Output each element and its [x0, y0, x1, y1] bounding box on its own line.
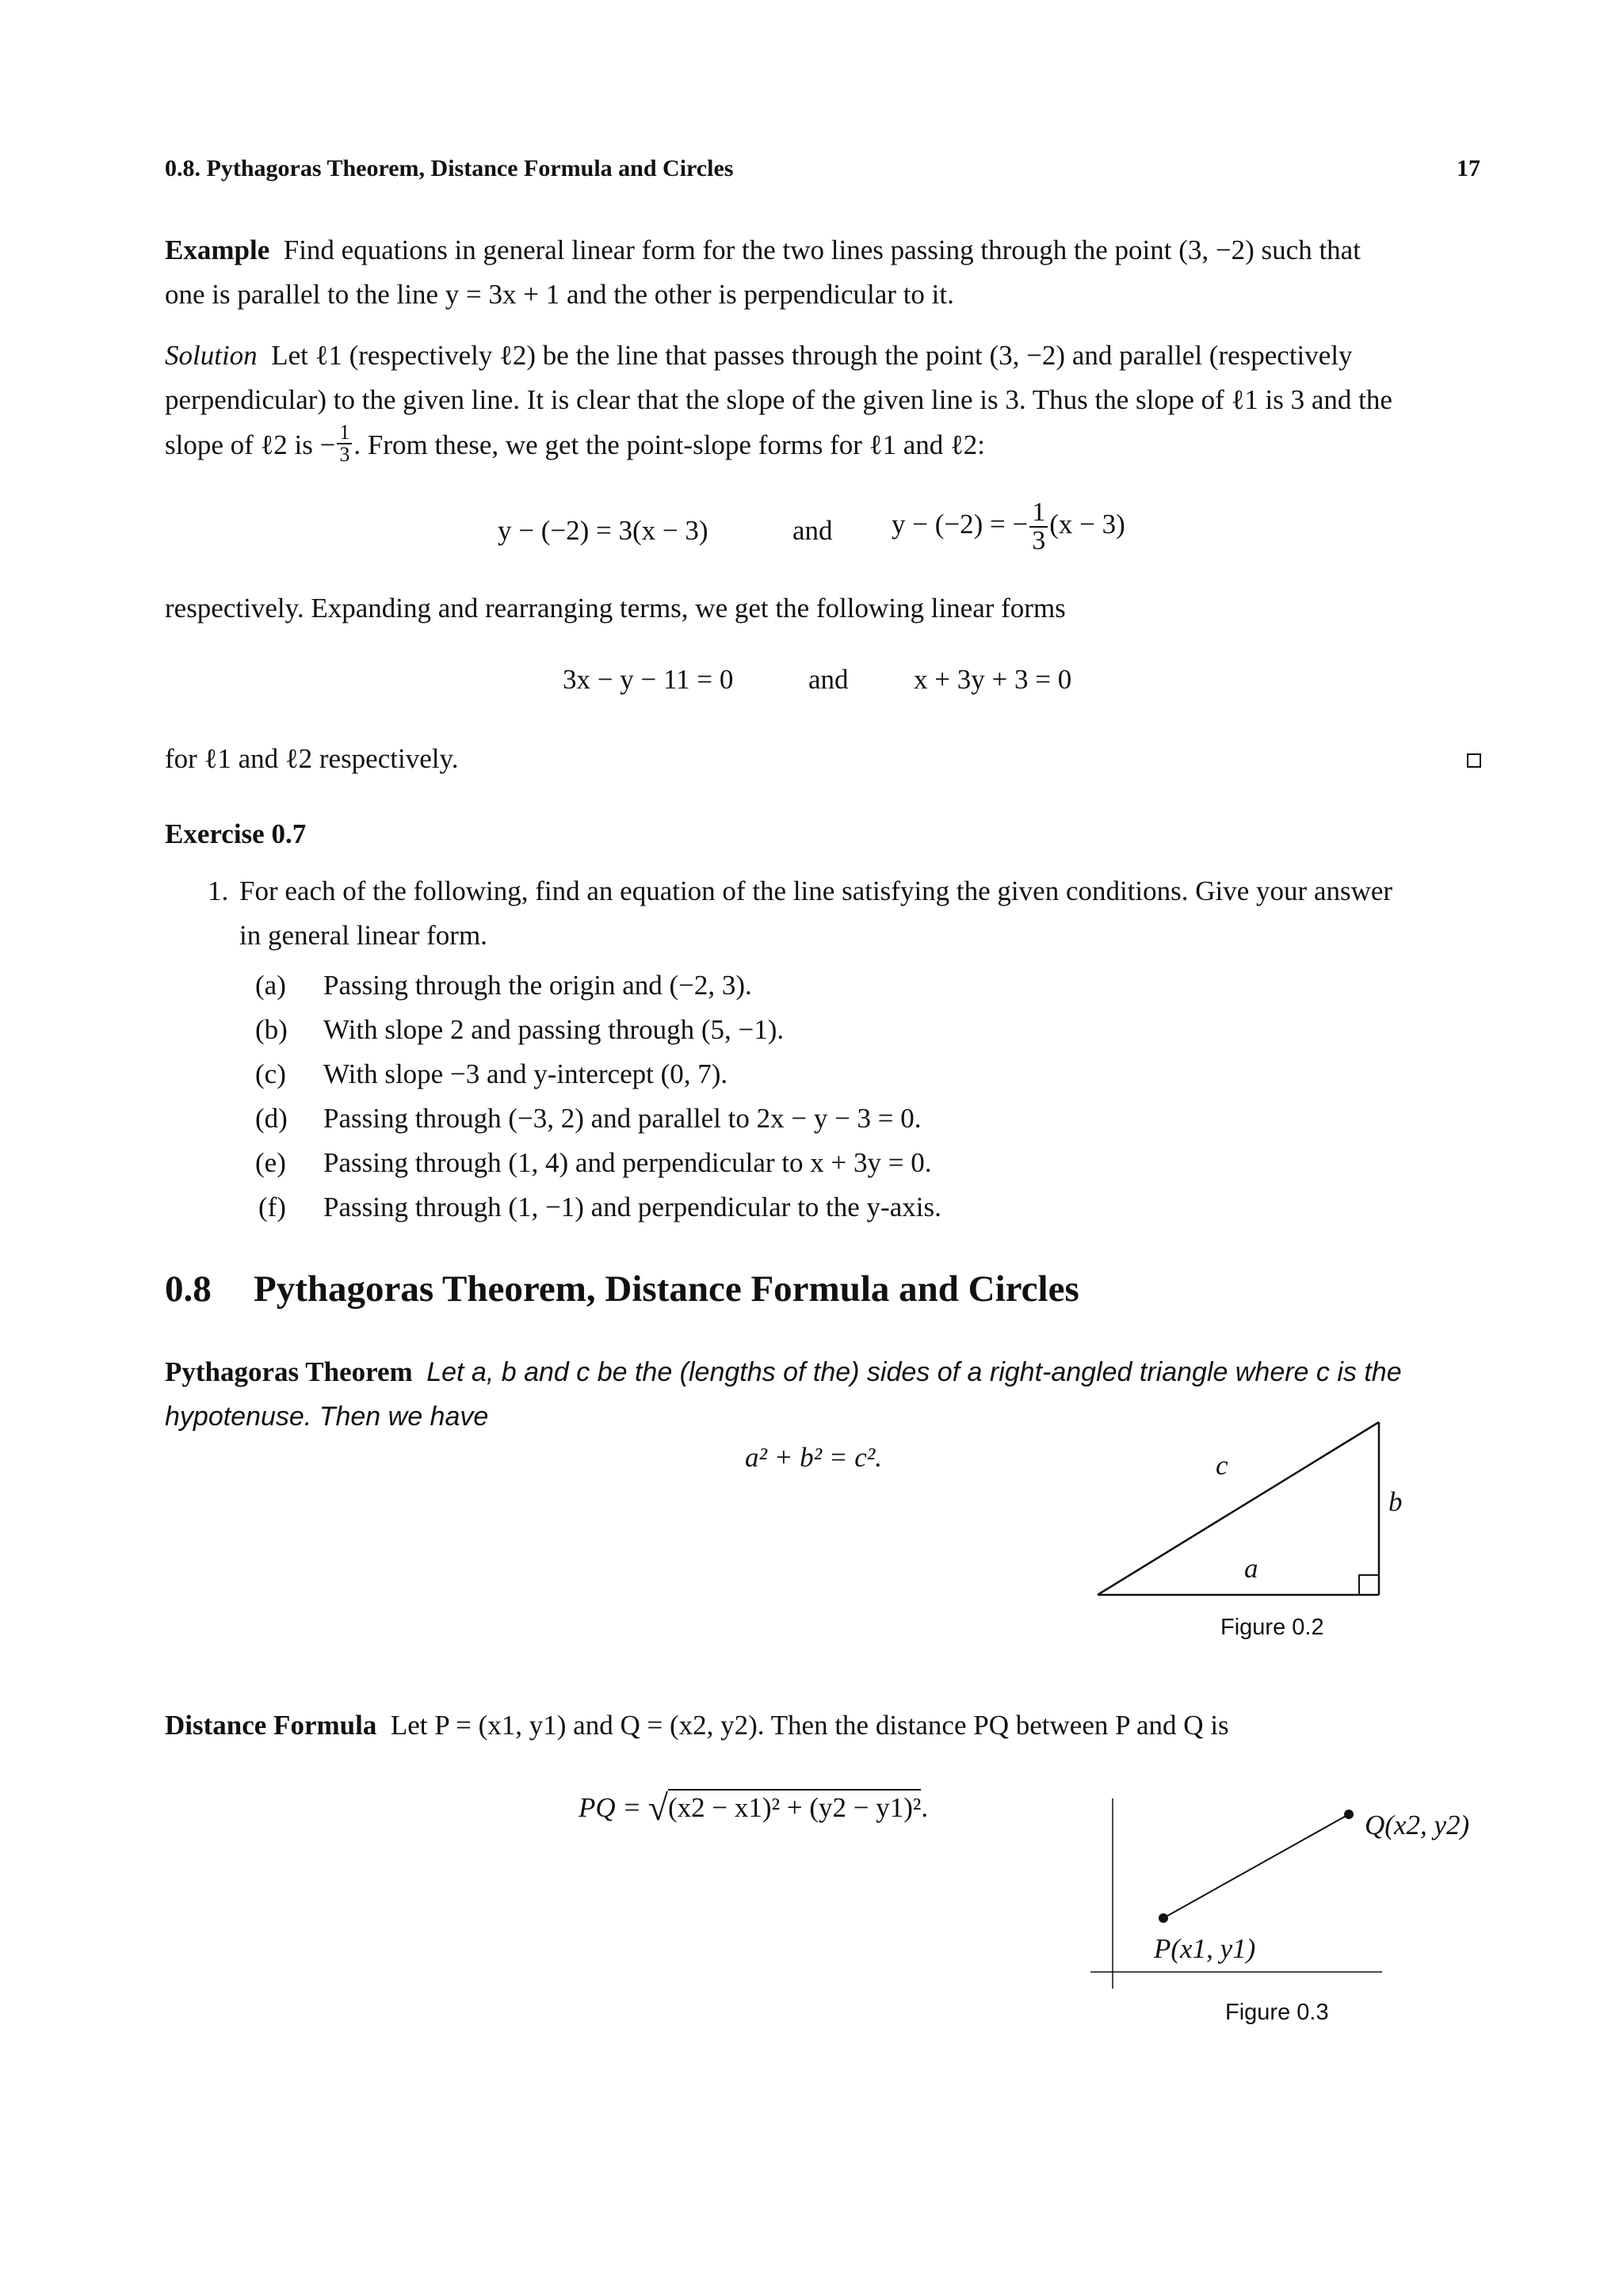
solution-text-4: respectively. Expanding and rearranging terms, we get the following linear forms: [165, 593, 1066, 624]
exercise-item-b-label: (b): [255, 1014, 288, 1045]
exercise-item-e-text: Passing through (1, 4) and perpendicular to x + 3y = 0.: [323, 1147, 932, 1178]
exercise-q1-number: 1.: [208, 875, 229, 906]
distance-formula-left: PQ =: [579, 1792, 642, 1823]
fraction-numerator: 1: [1029, 499, 1048, 528]
section-title: Pythagoras Theorem, Distance Formula and Circles: [254, 1268, 1079, 1310]
distance-figure: [1078, 1791, 1411, 1997]
equation-and-2: and: [808, 664, 849, 695]
equation-l1-point-slope: y − (−2) = 3(x − 3): [498, 515, 708, 546]
distance-formula-radicand: (x2 − x1)² + (y2 − y1)²: [668, 1789, 921, 1823]
triangle-figure: [1086, 1410, 1403, 1632]
triangle-label-b: b: [1388, 1486, 1403, 1517]
solution-text-3b: . From these, we get the point-slope forms for ℓ1 and ℓ2:: [353, 429, 985, 460]
distance-label: Distance Formula: [165, 1710, 377, 1741]
qed-square-icon: [1467, 753, 1481, 768]
equation-and-1: and: [792, 515, 833, 546]
point-p-icon: [1159, 1913, 1168, 1923]
exercise-item-a-label: (a): [255, 970, 286, 1001]
exercise-item-a-text: Passing through the origin and (−2, 3).: [323, 970, 752, 1001]
fraction-one-third-eq: [1029, 499, 1048, 555]
example-text-2: one is parallel to the line y = 3x + 1 and the other is perpendicular to it.: [165, 279, 954, 310]
example-line-1: [165, 228, 1361, 273]
equation-l2-general: x + 3y + 3 = 0: [914, 664, 1072, 695]
equation-l2-right: (x − 3): [1049, 509, 1125, 540]
segment-pq: [1163, 1814, 1349, 1918]
exercise-title: Exercise 0.7: [165, 818, 307, 849]
point-p-label: P(x1, y1): [1154, 1933, 1256, 1964]
right-angle-mark: [1359, 1575, 1379, 1595]
fraction-one-third: [337, 422, 352, 465]
equation-l2-point-slope: [892, 499, 1125, 555]
figure-0-2-caption: Figure 0.2: [1220, 1615, 1324, 1640]
solution-line-1: [165, 334, 1353, 378]
exercise-item-c-text: With slope −3 and y-intercept (0, 7).: [323, 1058, 728, 1089]
solution-text-3a: slope of ℓ2 is −: [165, 429, 336, 460]
exercise-q1-text-2: in general linear form.: [239, 920, 487, 951]
exercise-item-c-label: (c): [255, 1058, 286, 1089]
pythagoras-line-1: [165, 1350, 1402, 1394]
fraction-denominator: 3: [1032, 526, 1046, 555]
figure-0-3-caption: Figure 0.3: [1225, 2000, 1329, 2025]
sqrt-icon: √: [647, 1787, 669, 1828]
example-text-1: Find equations in general linear form for the two lines passing through the point (3, −2) such that: [283, 235, 1361, 265]
distance-formula: [579, 1787, 928, 1829]
exercise-item-f-label: (f): [258, 1192, 286, 1222]
solution-label: Solution: [165, 340, 258, 371]
fraction-numerator: 1: [337, 422, 352, 444]
solution-line-3: [165, 422, 985, 467]
solution-text-5: for ℓ1 and ℓ2 respectively.: [165, 743, 459, 774]
exercise-item-d-label: (d): [255, 1103, 288, 1134]
point-q-icon: [1344, 1810, 1354, 1819]
exercise-item-f-text: Passing through (1, −1) and perpendicular to the y-axis.: [323, 1192, 941, 1222]
triangle-label-c: c: [1216, 1450, 1228, 1481]
running-header: 0.8. Pythagoras Theorem, Distance Formula and Circles: [165, 155, 734, 181]
page-number: 17: [1457, 155, 1480, 181]
triangle-label-a: a: [1244, 1553, 1258, 1584]
fraction-denominator: 3: [339, 443, 350, 466]
distance-text: Let P = (x1, y1) and Q = (x2, y2). Then the distance PQ between P and Q is: [390, 1710, 1229, 1741]
exercise-item-d-text: Passing through (−3, 2) and parallel to 2x − y − 3 = 0.: [323, 1103, 922, 1134]
hypotenuse-line: [1098, 1422, 1379, 1595]
solution-text-1: Let ℓ1 (respectively ℓ2) be the line that passes through the point (3, −2) and parallel (respectively: [271, 340, 1353, 371]
exercise-item-e-label: (e): [255, 1147, 286, 1178]
distance-line: [165, 1703, 1229, 1748]
example-label: Example: [165, 235, 270, 265]
exercise-q1-text-1: For each of the following, find an equation of the line satisfying the given conditions. Give your answer: [239, 875, 1393, 906]
pythagoras-formula: a² + b² = c².: [745, 1442, 883, 1473]
section-number: 0.8: [165, 1268, 212, 1310]
pythagoras-text-1: Let a, b and c be the (lengths of the) sides of a right-angled triangle where c is the: [426, 1357, 1402, 1387]
point-q-label: Q(x2, y2): [1365, 1810, 1470, 1840]
pythagoras-text-2: hypotenuse. Then we have: [165, 1402, 489, 1432]
solution-text-2: perpendicular) to the given line. It is clear that the slope of the given line is 3. Thus the slope of ℓ1 is 3 and the: [165, 384, 1392, 415]
distance-formula-end: .: [921, 1792, 929, 1823]
pythagoras-label: Pythagoras Theorem: [165, 1356, 413, 1387]
equation-l1-general: 3x − y − 11 = 0: [563, 664, 734, 695]
exercise-item-b-text: With slope 2 and passing through (5, −1).: [323, 1014, 785, 1045]
equation-l2-left: y − (−2) = −: [892, 509, 1029, 540]
